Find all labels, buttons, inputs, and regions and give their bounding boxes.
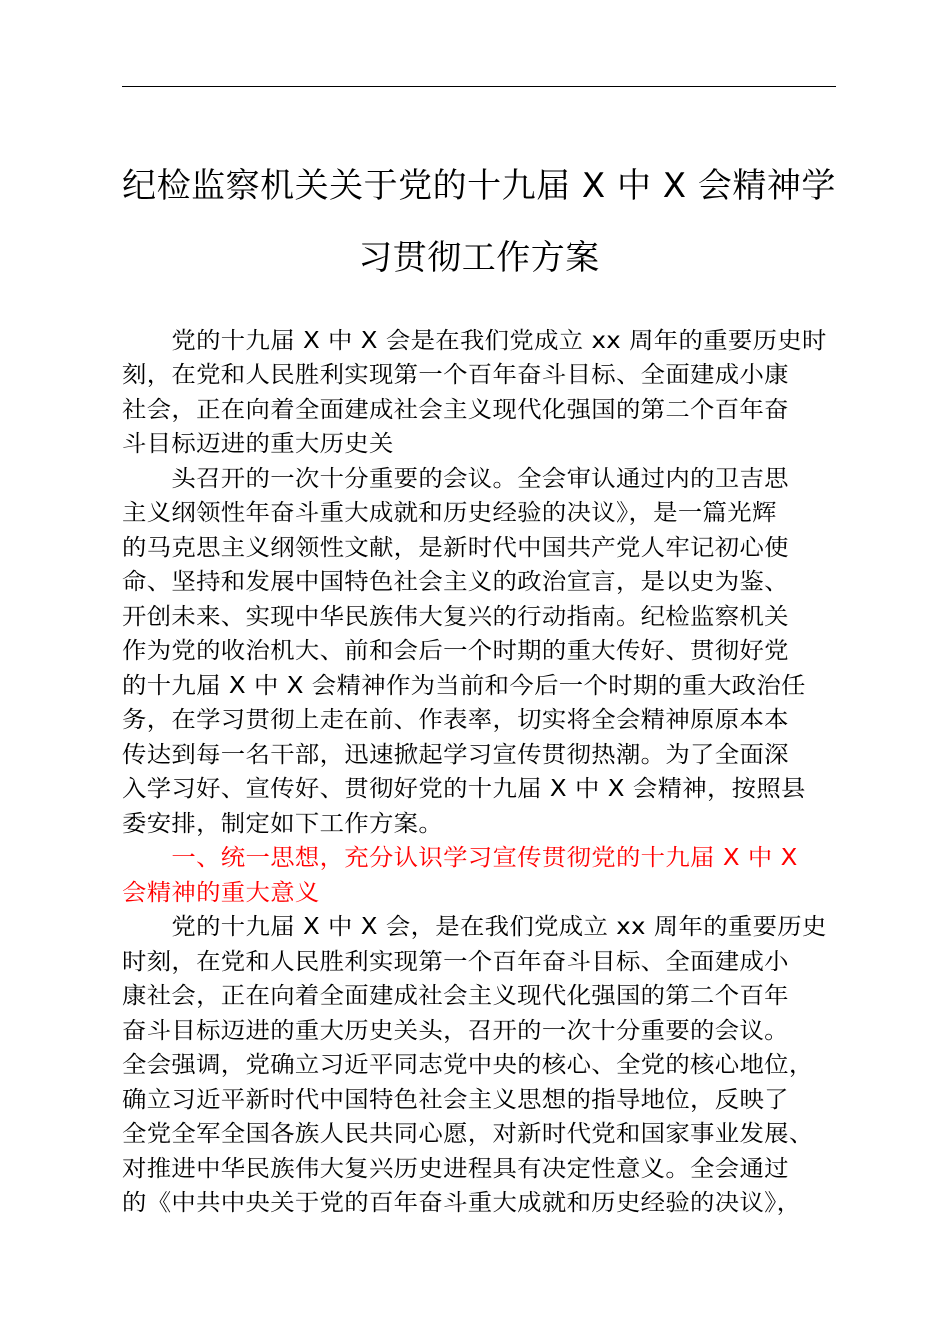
body-line: 委安排，制定如下工作方案。	[122, 811, 444, 837]
body-line: 斗目标迈进的重大历史关	[122, 431, 394, 457]
body-line: 的《中共中央关于党的百年奋斗重大成就和历史经验的决议》，	[122, 1190, 802, 1216]
body-line: 刻，在党和人民胜利实现第一个百年奋斗目标、全面建成小康	[122, 362, 789, 388]
document-title-line-2: 习贯彻工作方案	[358, 238, 600, 278]
header-rule	[122, 86, 836, 87]
body-line: 入学习好、宣传好、贯彻好党的十九届 X 中 X 会精神，按照县	[122, 776, 806, 802]
body-line: 命、坚持和发展中国特色社会主义的政治宣言，是以史为鉴、	[122, 569, 789, 595]
body-line: 全党全军全国各族人民共同心愿，对新时代党和国家事业发展、	[122, 1121, 814, 1147]
body-line: 主义纲领性年奋斗重大成就和历史经验的决议》，是一篇光辉	[122, 500, 777, 526]
body-line: 务，在学习贯彻上走在前、作表率，切实将全会精神原原本本	[122, 707, 789, 733]
document-title-line-1: 纪检监察机关关于党的十九届 X 中 X 会精神学	[122, 166, 836, 206]
body-line: 康社会，正在向着全面建成社会主义现代化强国的第二个百年	[122, 983, 789, 1009]
section-heading-line: 会精神的重大意义	[122, 880, 320, 906]
body-line: 全会强调，党确立习近平同志党中央的核心、全党的核心地位，	[122, 1052, 814, 1078]
body-line: 头召开的一次十分重要的会议。全会审认通过内的卫吉思	[122, 466, 789, 492]
body-line: 党的十九届 X 中 X 会，是在我们党成立 xx 周年的重要历史	[122, 914, 827, 940]
body-line: 开创未来、实现中华民族伟大复兴的行动指南。纪检监察机关	[122, 604, 789, 630]
body-line: 党的十九届 X 中 X 会是在我们党成立 xx 周年的重要历史时	[122, 328, 827, 354]
body-line: 社会，正在向着全面建成社会主义现代化强国的第二个百年奋	[122, 397, 789, 423]
body-line: 确立习近平新时代中国特色社会主义思想的指导地位，反映了	[122, 1087, 789, 1113]
body-line: 奋斗目标迈进的重大历史关头，召开的一次十分重要的会议。	[122, 1018, 789, 1044]
section-heading-line: 一、统一思想，充分认识学习宣传贯彻党的十九届 X 中 X	[122, 845, 798, 871]
body-line: 传达到每一名干部，迅速掀起学习宣传贯彻热潮。为了全面深	[122, 742, 789, 768]
body-line: 的马克思主义纲领性文献，是新时代中国共产党人牢记初心使	[122, 535, 789, 561]
body-line: 时刻，在党和人民胜利实现第一个百年奋斗目标、全面建成小	[122, 949, 789, 975]
body-line: 对推进中华民族伟大复兴历史进程具有决定性意义。全会通过	[122, 1156, 789, 1182]
body-line: 的十九届 X 中 X 会精神作为当前和今后一个时期的重大政治任	[122, 673, 806, 699]
body-line: 作为党的收治机大、前和会后一个时期的重大传好、贯彻好党	[122, 638, 789, 664]
